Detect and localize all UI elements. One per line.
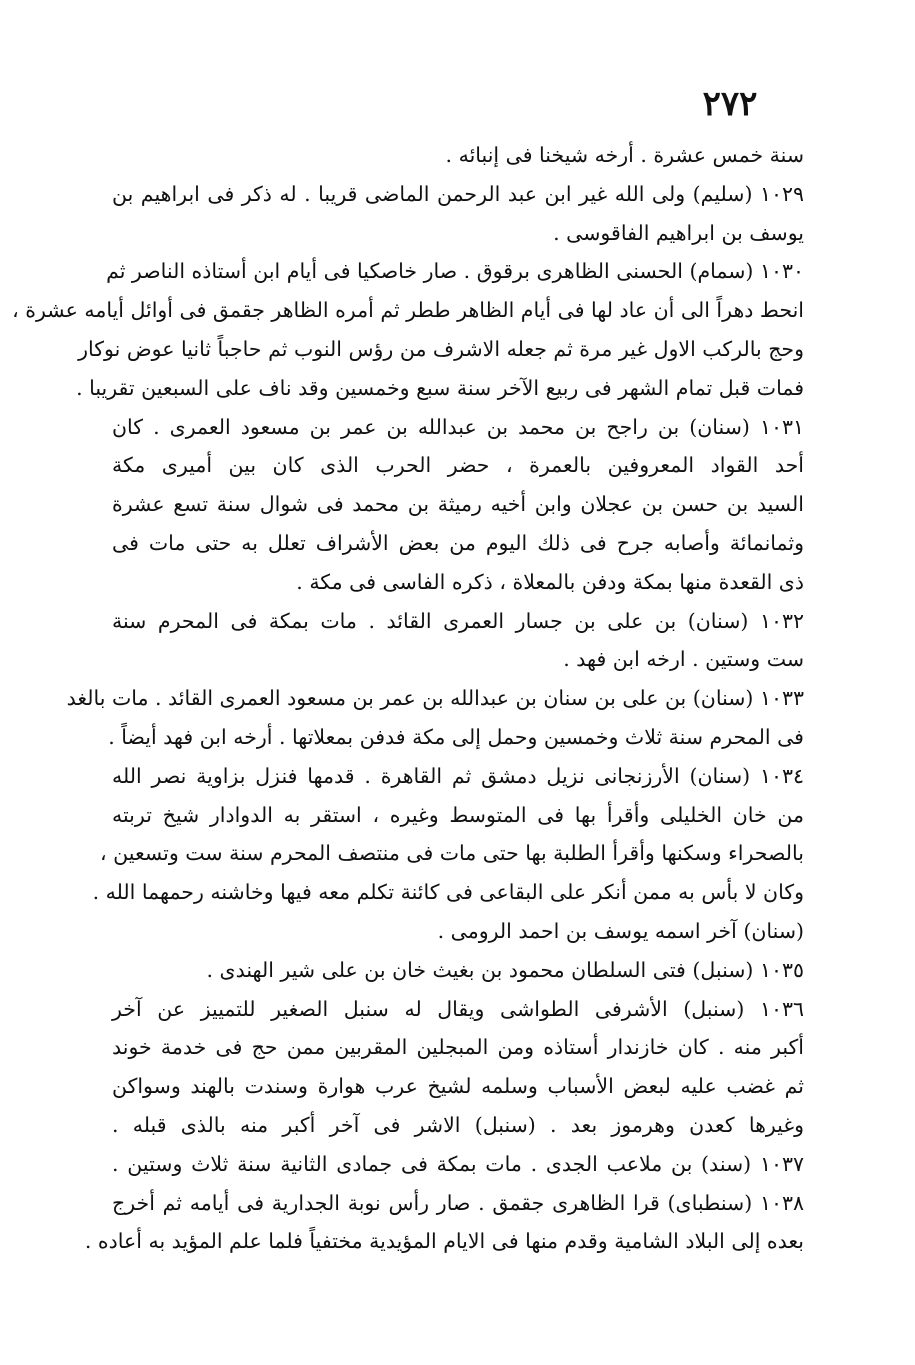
text-line: ١٠٣٧ (سند) بن ملاعب الجدى . مات بمكة فى جمادى الثانية سنة ثلاث وستين . — [112, 1151, 804, 1176]
text-line: ذى القعدة منها بمكة ودفن بالمعلاة ، ذكره الفاسى فى مكة . — [296, 569, 804, 594]
text-line: ١٠٣٦ (سنبل) الأشرفى الطواشى ويقال له سنبل الصغير للتمييز عن آخر — [112, 996, 804, 1021]
text-line: ١٠٣٠ (سمام) الحسنى الظاهرى برقوق . صار خاصكيا فى أيام ابن أستاذه الناصر ثم — [106, 259, 804, 284]
text-line: ست وستين . ارخه ابن فهد . — [563, 647, 804, 672]
text-line: ١٠٣٤ (سنان) الأرزنجانى نزيل دمشق ثم القاهرة . قدمها فنزل بزاوية نصر الله — [112, 763, 804, 788]
text-line: انحط دهراً الى أن عاد لها فى أيام الظاهر ططر ثم أمره الظاهر جقمق فى أوائل أيامه عشرة ، — [12, 298, 804, 323]
text-line: من خان الخليلى وأقرأ بها فى المتوسط وغيره ، استقر به الدوادار شيخ تربته — [112, 802, 804, 827]
text-line: وثمانمائة وأصابه جرح فى ذلك اليوم من بعض الأشراف تعلل به حتى مات فى — [112, 530, 804, 555]
text-line: ١٠٣٨ (سنطباى) قرا الظاهرى جقمق . صار رأس نوبة الجدارية فى أيامه ثم أخرج — [112, 1190, 804, 1215]
text-line: فمات قبل تمام الشهر فى ربيع الآخر سنة سبع وخمسين وقد ناف على السبعين تقريبا . — [76, 375, 804, 400]
text-line: السيد بن حسن بن عجلان وابن أخيه رميثة بن محمد فى شوال سنة تسع عشرة — [112, 492, 804, 517]
text-line: ١٠٣٣ (سنان) بن على بن سنان بن عبدالله بن عمر بن مسعود العمرى القائد . مات بالغد — [66, 686, 804, 711]
text-line: بعده إلى البلاد الشامية وقدم منها فى الايام المؤيدية مختفياً فلما علم المؤيد به أعاده . — [84, 1229, 804, 1254]
text-line: وكان لا بأس به ممن أنكر على البقاعى فى كائنة تكلم معه فيها وخاشنه رحمهما الله . — [92, 880, 804, 905]
text-line: وغيرها كعدن وهرموز بعد . (سنبل) الاشر فى آخر أكبر منه بالذى قبله . — [112, 1112, 804, 1137]
text-line: بالصحراء وسكنها وأقرأ الطلبة بها حتى مات فى منتصف المحرم سنة ست وتسعين ، — [100, 841, 804, 866]
text-line: ١٠٣٥ (سنبل) فتى السلطان محمود بن بغيث خان بن على شير الهندى . — [206, 957, 804, 982]
text-line: ثم غضب عليه لبعض الأسباب وسلمه لشيخ عرب هوارة وسندت بالهند وسواكن — [112, 1074, 804, 1099]
text-line: وحج بالركب الاول غير مرة ثم جعله الاشرف من رؤس النوب ثم حاجباً ثانيا عوض نوكار — [78, 336, 804, 361]
text-line: (سنان) آخر اسمه يوسف بن احمد الرومى . — [437, 918, 804, 943]
text-line: أحد القواد المعروفين بالعمرة ، حضر الحرب الذى كان بين أميرى مكة — [112, 453, 804, 478]
page-number: ٢٧٢ — [702, 84, 758, 124]
text-line: فى المحرم سنة ثلاث وخمسين وحمل إلى مكة فدفن بمعلاتها . أرخه ابن فهد أيضاً . — [108, 724, 804, 749]
text-line: ١٠٢٩ (سليم) ولى الله غير ابن عبد الرحمن الماضى قريبا . له ذكر فى ابراهيم بن — [112, 181, 804, 206]
text-line: ١٠٣٢ (سنان) بن على بن جسار العمرى القائد . مات بمكة فى المحرم سنة — [112, 608, 804, 633]
page-body-text — [12, 136, 804, 1261]
text-line: سنة خمس عشرة . أرخه شيخنا فى إنبائه . — [445, 143, 804, 167]
text-line: يوسف بن ابراهيم الفاقوسى . — [553, 220, 804, 245]
text-line: ١٠٣١ (سنان) بن راجح بن محمد بن عبدالله بن عمر بن مسعود العمرى . كان — [112, 414, 804, 439]
text-line: أكبر منه . كان خازندار أستاذه ومن المبجلين المقربين ممن حج فى خدمة خوند — [112, 1035, 804, 1060]
